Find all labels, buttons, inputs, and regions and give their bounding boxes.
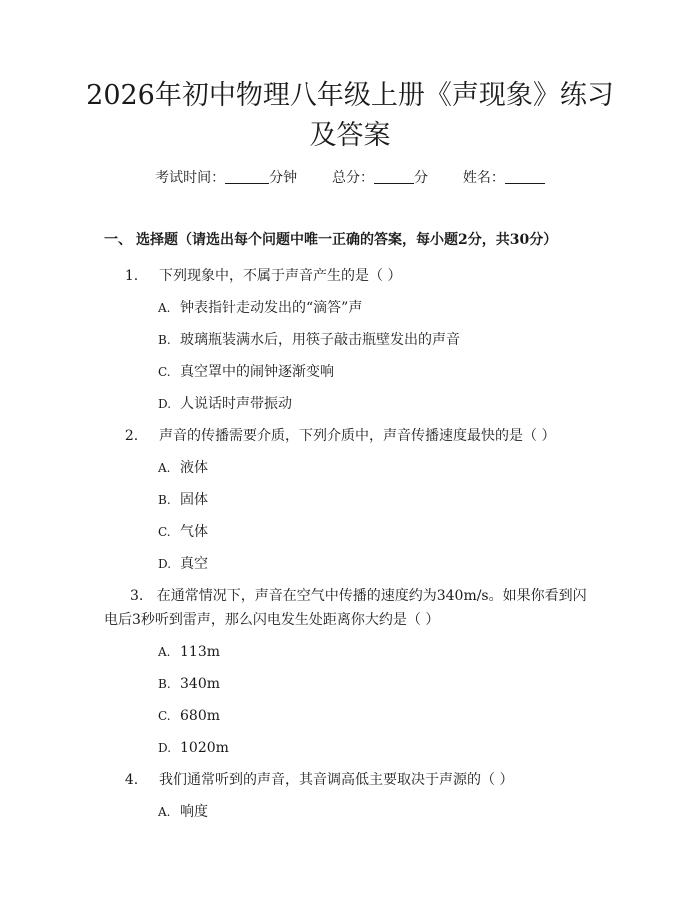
option-letter: A.: [158, 805, 171, 819]
option-2d: [158, 552, 208, 576]
question-number: 3.: [130, 588, 144, 604]
option-1d: [158, 392, 292, 416]
option-letter: D.: [158, 741, 172, 755]
question-1: [104, 264, 590, 288]
question-number: 1.: [124, 268, 139, 284]
option-3b: [158, 672, 220, 696]
option-letter: C.: [158, 709, 171, 723]
option-3a: [158, 640, 220, 664]
score-unit: 分: [414, 170, 428, 186]
option-text: 1020m: [180, 740, 229, 756]
time-blank: [225, 169, 269, 184]
question-number: 4.: [124, 772, 139, 788]
time-unit: 分钟: [269, 170, 298, 186]
option-text: 人说话时声带振动: [180, 396, 292, 412]
question-text: 下列现象中，不属于声音产生的是（ ）: [159, 268, 402, 284]
section-title: 选择题（请选出每个问题中唯一正确的答案，每小题2分，共30分）: [136, 232, 558, 248]
score-blank: [374, 169, 414, 184]
name-blank: [505, 169, 545, 184]
option-2b: [158, 488, 208, 512]
option-text: 真空罩中的闹钟逐渐变响: [180, 364, 334, 380]
option-text: 钟表指针走动发出的“滴答”声: [180, 300, 363, 316]
option-text: 固体: [180, 492, 208, 508]
option-letter: C.: [158, 365, 171, 379]
option-letter: A.: [158, 645, 171, 659]
time-label: 考试时间：: [155, 170, 226, 186]
section-number: 一、: [104, 232, 132, 248]
question-4: [104, 768, 590, 792]
option-letter: D.: [158, 397, 172, 411]
page-title-continued: 及答案: [309, 120, 391, 151]
option-letter: C.: [158, 525, 171, 539]
option-2a: [158, 456, 208, 480]
question-text: 我们通常听到的声音，其音调高低主要取决于声源的（ ）: [159, 772, 514, 788]
option-text: 680m: [180, 708, 220, 724]
option-2c: [158, 520, 208, 544]
exam-meta: [0, 166, 700, 190]
option-1c: [158, 360, 334, 384]
option-1b: [158, 328, 460, 352]
page-title: 2026年初中物理八年级上册《声现象》练习: [86, 80, 614, 111]
question-number: 2.: [124, 428, 139, 444]
option-text: 气体: [180, 524, 208, 540]
option-text: 113m: [180, 644, 220, 660]
option-text: 响度: [180, 804, 208, 820]
score-label: 总分：: [332, 170, 374, 186]
option-text: 340m: [180, 676, 220, 692]
option-1a: [158, 296, 362, 320]
option-text: 真空: [180, 556, 208, 572]
option-text: 液体: [180, 460, 208, 476]
name-label: 姓名：: [462, 170, 505, 186]
option-3d: [158, 736, 229, 760]
option-4a: [158, 800, 208, 824]
option-letter: D.: [158, 557, 172, 571]
option-text: 玻璃瓶装满水后，用筷子敲击瓶壁发出的声音: [180, 332, 460, 348]
question-2: [104, 424, 590, 448]
option-letter: B.: [158, 493, 171, 507]
option-3c: [158, 704, 220, 728]
question-text: 声音的传播需要介质，下列介质中，声音传播速度最快的是（ ）: [159, 428, 556, 444]
option-letter: A.: [158, 301, 171, 315]
option-letter: B.: [158, 333, 171, 347]
option-letter: A.: [158, 461, 171, 475]
section-heading: [104, 228, 557, 252]
option-letter: B.: [158, 677, 171, 691]
question-3: [104, 584, 590, 632]
question-text: 在通常情况下，声音在空气中传播的速度约为340m/s。如果你看到闪电后3秒听到雷声，那么闪电发生处距离你大约是（ ）: [104, 588, 587, 628]
